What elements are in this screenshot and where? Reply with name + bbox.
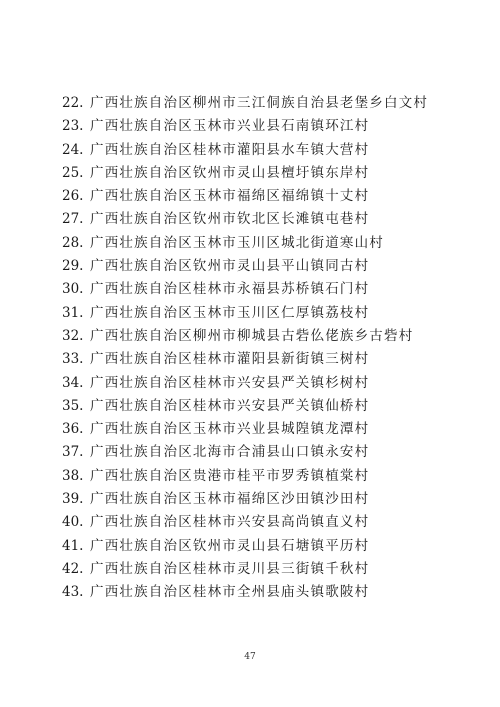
item-number: 36. [62,421,84,438]
item-number: 35. [62,397,84,414]
item-text: 广西壮族自治区钦州市钦北区长滩镇屯巷村 [90,211,370,228]
list-item [62,185,462,208]
item-number: 39. [62,491,84,508]
item-number: 32. [62,327,84,344]
item-text: 广西壮族自治区北海市合浦县山口镇永安村 [90,444,370,461]
list-item [62,255,462,278]
item-number: 27. [62,211,84,228]
list-item [62,511,462,534]
item-text: 广西壮族自治区桂林市全州县庙头镇歌陂村 [90,584,370,601]
list-item [62,535,462,558]
item-text: 广西壮族自治区桂林市兴安县严关镇杉树村 [90,374,370,391]
item-text: 广西壮族自治区玉林市玉川区城北街道寒山村 [90,234,384,251]
page-number: 47 [244,652,256,662]
list-item [62,465,462,488]
list-item [62,325,462,348]
list-item [62,162,462,185]
item-number: 37. [62,444,84,461]
item-number: 23. [62,118,84,135]
item-number: 28. [62,234,84,251]
item-text: 广西壮族自治区钦州市灵山县平山镇同古村 [90,258,370,275]
item-number: 24. [62,141,84,158]
item-number: 33. [62,351,84,368]
list-item [62,395,462,418]
list-item [62,208,462,231]
item-number: 41. [62,537,84,554]
item-text: 广西壮族自治区玉林市福绵区沙田镇沙田村 [90,491,370,508]
list-item [62,232,462,255]
list-item [62,488,462,511]
list-item [62,278,462,301]
item-text: 广西壮族自治区桂林市永福县苏桥镇石门村 [90,281,370,298]
item-text: 广西壮族自治区贵港市桂平市罗秀镇植棠村 [90,467,370,484]
item-number: 34. [62,374,84,391]
list-item [62,302,462,325]
item-text: 广西壮族自治区桂林市灵川县三街镇千秋村 [90,560,370,577]
item-text: 广西壮族自治区桂林市兴安县严关镇仙桥村 [90,397,370,414]
item-text: 广西壮族自治区柳州市柳城县古砦仫佬族乡古砦村 [90,327,414,344]
list-item [62,348,462,371]
item-text: 广西壮族自治区桂林市灌阳县新街镇三树村 [90,351,370,368]
item-number: 22. [62,95,84,111]
item-number: 31. [62,304,84,321]
item-text: 广西壮族自治区玉林市玉川区仁厚镇荔枝村 [90,304,370,321]
item-number: 30. [62,281,84,298]
item-number: 26. [62,188,84,205]
list-item [62,372,462,395]
item-text: 广西壮族自治区柳州市三江侗族自治县老堡乡白文村 [90,95,429,111]
item-text: 广西壮族自治区桂林市灌阳县水车镇大营村 [90,141,370,158]
item-text: 广西壮族自治区玉林市兴业县城隍镇龙潭村 [90,421,370,438]
list-item [62,441,462,464]
item-text: 广西壮族自治区钦州市灵山县檀圩镇东岸村 [90,164,370,181]
item-text: 广西壮族自治区钦州市灵山县石塘镇平历村 [90,537,370,554]
item-number: 43. [62,584,84,601]
list-item [62,115,462,138]
list-item [62,92,462,115]
item-number: 25. [62,164,84,181]
item-number: 42. [62,560,84,577]
list-item [62,558,462,581]
list-item [62,418,462,441]
item-text: 广西壮族自治区桂林市兴安县高尚镇直义村 [90,514,370,531]
list-item [62,139,462,162]
village-list [62,92,462,605]
item-text: 广西壮族自治区玉林市兴业县石南镇环江村 [90,118,370,135]
item-number: 29. [62,258,84,275]
list-item [62,581,462,604]
item-text: 广西壮族自治区玉林市福绵区福绵镇十丈村 [90,188,370,205]
item-number: 38. [62,467,84,484]
item-number: 40. [62,514,84,531]
